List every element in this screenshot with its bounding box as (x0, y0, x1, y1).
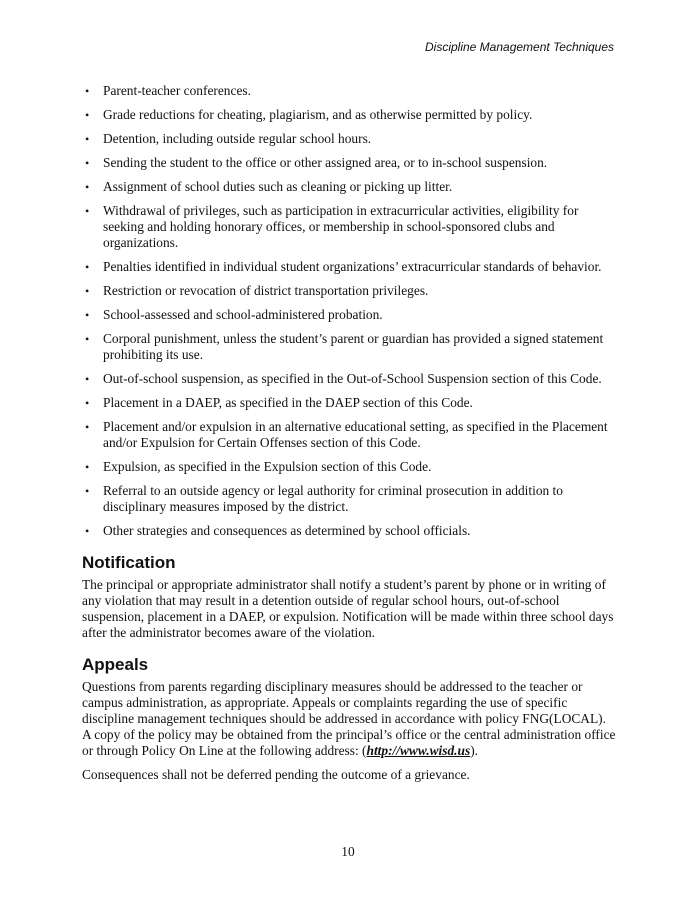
bullet-icon: • (85, 484, 90, 498)
list-item-text: Withdrawal of privileges, such as participation in extracurricular activities, eligibility for seeking and holding honorary offices, or membership in school-sponsored clubs and organizations. (103, 203, 579, 250)
appeals-text-part2: ). (470, 743, 479, 758)
list-item (82, 307, 616, 323)
list-item-text: School-assessed and school-administered probation. (103, 307, 383, 322)
list-item (82, 523, 616, 539)
notification-paragraph: The principal or appropriate administrator shall notify a student’s parent by phone or in writing of any violation that may result in a detention outside of regular school hours, out-of-school suspension, placement in a DAEP, or expulsion. Notification will be made within three school days after the administrator becomes aware of the violation. (82, 577, 614, 640)
running-header: Discipline Management Techniques (425, 40, 614, 54)
appeals-text-part1: Questions from parents regarding disciplinary measures should be addressed to the teacher or campus administration, as appropriate. Appeals or complaints regarding the use of specific discipline management techniques should be addressed in accordance with policy FNG(LOCAL). A copy of the policy may be obtained from the principal’s office or the central administration office or through Policy On Line at the following address: ( (82, 679, 616, 758)
list-item-text: Out-of-school suspension, as specified in the Out-of-School Suspension section of this Code. (103, 371, 602, 386)
bullet-icon: • (85, 108, 90, 122)
list-item (82, 459, 616, 475)
bullet-icon: • (85, 132, 90, 146)
list-item-text: Assignment of school duties such as cleaning or picking up litter. (103, 179, 453, 194)
list-item (82, 107, 616, 123)
bullet-icon: • (85, 156, 90, 170)
consequences-list (82, 83, 616, 539)
list-item-text: Corporal punishment, unless the student’s parent or guardian has provided a signed statement prohibiting its use. (103, 331, 604, 362)
list-item (82, 483, 616, 515)
closing-paragraph: Consequences shall not be deferred pending the outcome of a grievance. (82, 767, 470, 782)
bullet-icon: • (85, 204, 90, 218)
list-item (82, 331, 616, 363)
list-item (82, 371, 616, 387)
list-item-text: Referral to an outside agency or legal authority for criminal prosecution in addition to disciplinary measures imposed by the district. (103, 483, 563, 514)
appeals-heading: Appeals (82, 655, 149, 674)
list-item (82, 395, 616, 411)
notification-heading: Notification (82, 553, 176, 572)
bullet-icon: • (85, 84, 90, 98)
bullet-icon: • (85, 284, 90, 298)
list-item-text: Detention, including outside regular school hours. (103, 131, 372, 146)
bullet-icon: • (85, 524, 90, 538)
list-item (82, 283, 616, 299)
appeals-paragraph (82, 679, 616, 759)
list-item (82, 131, 616, 147)
bullet-icon: • (85, 308, 90, 322)
list-item (82, 259, 616, 275)
list-item-text: Penalties identified in individual student organizations’ extracurricular standards of behavior. (103, 259, 602, 274)
policy-url-link[interactable]: http://www.wisd.us (366, 743, 471, 758)
list-item (82, 179, 616, 195)
list-item-text: Expulsion, as specified in the Expulsion section of this Code. (103, 459, 432, 474)
bullet-icon: • (85, 332, 90, 346)
list-item-text: Placement in a DAEP, as specified in the DAEP section of this Code. (103, 395, 473, 410)
bullet-icon: • (85, 460, 90, 474)
list-item-text: Restriction or revocation of district transportation privileges. (103, 283, 429, 298)
bullet-icon: • (85, 372, 90, 386)
list-item-text: Parent-teacher conferences. (103, 83, 251, 98)
bullet-icon: • (85, 396, 90, 410)
list-item-text: Placement and/or expulsion in an alternative educational setting, as specified in the Placement and/or Expulsion for Certain Offenses section of this Code. (103, 419, 608, 450)
list-item-text: Grade reductions for cheating, plagiarism, and as otherwise permitted by policy. (103, 107, 533, 122)
list-item (82, 203, 616, 251)
bullet-icon: • (85, 260, 90, 274)
page-number: 10 (341, 844, 355, 859)
list-item (82, 83, 616, 99)
list-item-text: Other strategies and consequences as determined by school officials. (103, 523, 471, 538)
bullet-icon: • (85, 180, 90, 194)
list-item-text: Sending the student to the office or other assigned area, or to in-school suspension. (103, 155, 548, 170)
list-item (82, 155, 616, 171)
list-item (82, 419, 616, 451)
page-content (82, 83, 616, 791)
bullet-icon: • (85, 420, 90, 434)
